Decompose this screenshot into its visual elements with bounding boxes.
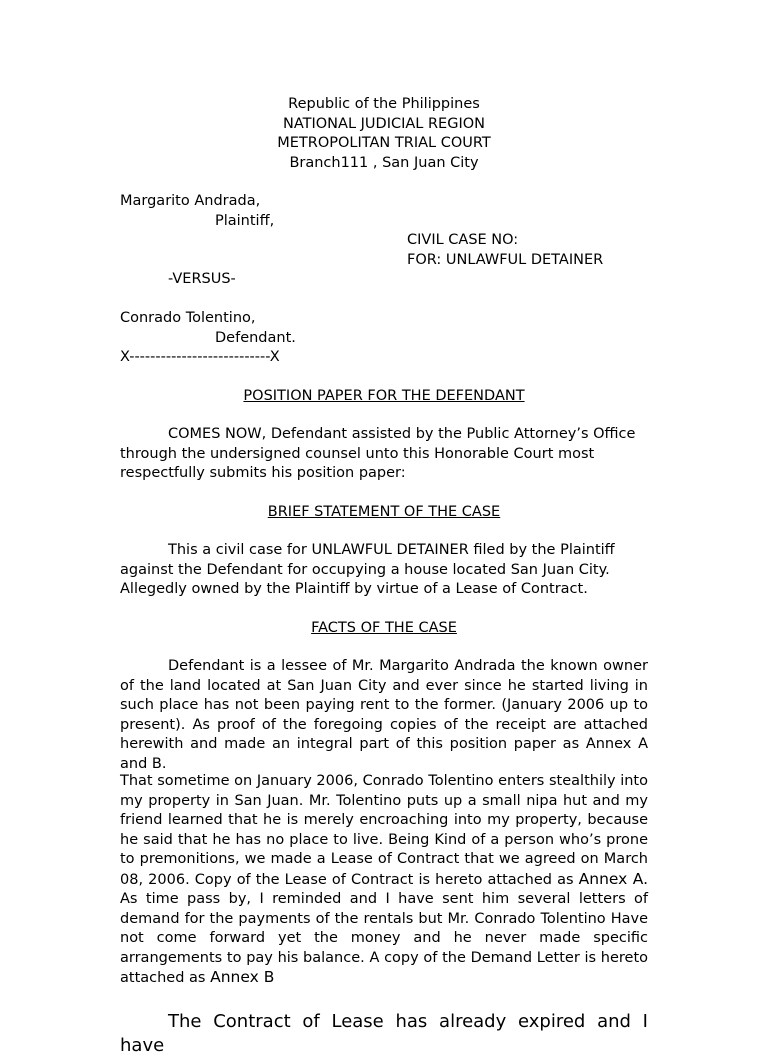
defendant-name: Conrado Tolentino, <box>120 310 256 326</box>
versus-label: -VERSUS- <box>168 271 236 287</box>
paragraph-2-text-a: That sometime on January 2006, Conrado Tolentino enters stealthily into my property in San Juan. Mr. Tolentino puts up a small nipa hut and my friend learned that he is merely encroaching into my property, because he said that he has no place to live. Being Kind of a person who’s prone to premonitions, we made a Lease of Contract that we agreed on March 08, 2006. Copy of the Lease of Contract is hereto attached as <box>120 773 648 888</box>
header-republic: Republic of the Philippines <box>288 96 480 112</box>
header-region: NATIONAL JUDICIAL REGION <box>283 115 485 132</box>
header-court: METROPOLITAN TRIAL COURT <box>277 135 491 151</box>
facts-paragraph-1: Defendant is a lessee of Mr. Margarito Andrada the known owner of the land located at San Juan City and ever since he started living in such place has not been paying rent to the former. (January 2006 up to present). As proof of the foregoing copies of the receipt are attached herewith and made an integral part of this position paper as Annex A and B. <box>120 658 648 772</box>
annex-b-reference: Annex B <box>210 968 275 986</box>
facts-paragraph-2 <box>120 772 648 989</box>
case-nature: FOR: UNLAWFUL DETAINER <box>407 251 604 268</box>
facts-paragraph-3: The Contract of Lease has already expired and I have <box>120 1011 648 1056</box>
paragraph-2-text-b: As time pass by, I reminded and I have sent him several letters of demand for the payments of the rentals but Mr. Conrado Tolentino Have not come forward yet the money and he never made specific arrangements to pay his balance. A copy of the Demand Letter is hereto attached as <box>120 891 648 986</box>
intro-line-1: COMES NOW, Defendant assisted by the Public Attorney’s Office <box>168 426 636 442</box>
intro-line-2: through the undersigned counsel unto this Honorable Court most <box>120 445 595 462</box>
document-title: POSITION PAPER FOR THE DEFENDANT <box>243 388 525 404</box>
header-branch: Branch111 , San Juan City <box>289 154 479 171</box>
plaintiff-name: Margarito Andrada, <box>120 193 261 209</box>
caption-separator: X---------------------------X <box>120 349 280 365</box>
facts-heading: FACTS OF THE CASE <box>311 620 457 636</box>
plaintiff-role: Plaintiff, <box>215 212 275 229</box>
defendant-role: Defendant. <box>215 329 296 346</box>
civil-case-no: CIVIL CASE NO: <box>407 232 519 248</box>
brief-heading: BRIEF STATEMENT OF THE CASE <box>267 504 501 520</box>
brief-line-3: Allegedly owned by the Plaintiff by virtue of a Lease of Contract. <box>120 581 588 597</box>
intro-line-3: respectfully submits his position paper: <box>120 465 406 481</box>
brief-line-1: This a civil case for UNLAWFUL DETAINER filed by the Plaintiff <box>168 542 615 558</box>
brief-line-2: against the Defendant for occupying a house located San Juan City. <box>120 561 610 578</box>
annex-a-reference: Annex A. <box>578 869 649 888</box>
